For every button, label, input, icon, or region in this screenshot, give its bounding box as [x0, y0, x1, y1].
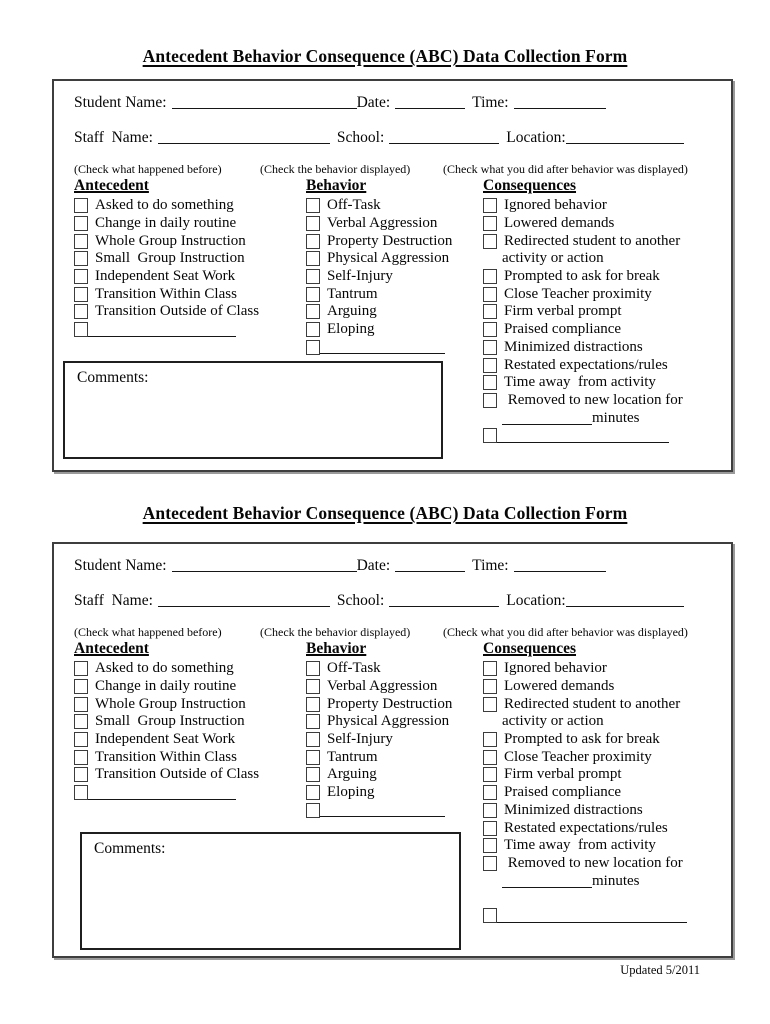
checkbox[interactable]: [483, 679, 497, 694]
checkbox[interactable]: [306, 216, 320, 231]
item-label: Eloping: [327, 784, 375, 801]
abc-form-sheet-2: [52, 542, 733, 958]
antecedent-header: Antecedent: [74, 177, 149, 194]
checkbox-item: [483, 303, 735, 321]
blank-line[interactable]: [88, 786, 236, 800]
student-name-blank[interactable]: [172, 95, 357, 109]
item-label: Property Destruction: [327, 695, 453, 712]
abc-form-sheet-1: [52, 79, 733, 472]
checkbox-item: [483, 819, 735, 837]
behavior-hint: (Check the behavior displayed): [260, 625, 411, 639]
checkbox-item: [74, 660, 269, 678]
checkbox[interactable]: [74, 679, 88, 694]
checkbox-item: [483, 392, 735, 410]
item-label: Physical Aggression: [327, 713, 450, 730]
item-label: Ignored behavior: [504, 660, 607, 677]
checkbox[interactable]: [483, 269, 497, 284]
form-title: Antecedent Behavior Consequence (ABC) Data Collection Form: [142, 503, 628, 523]
checkbox[interactable]: [74, 269, 88, 284]
item-label: Redirected student to another: [504, 695, 681, 712]
minutes-line: [502, 872, 735, 890]
checkbox-item: [306, 678, 445, 696]
checkbox[interactable]: [74, 732, 88, 747]
comments-label: Comments:: [94, 840, 166, 857]
checkbox[interactable]: [306, 269, 320, 284]
school-label: School:: [336, 592, 385, 609]
checkbox[interactable]: [483, 358, 497, 373]
date-blank[interactable]: [395, 558, 465, 572]
item-label: Tantrum: [327, 285, 378, 302]
date-label: Date:: [356, 94, 391, 111]
item-label: Time away from activity: [504, 374, 656, 391]
checkbox-item-other: [483, 427, 735, 445]
item-label: Close Teacher proximity: [504, 748, 652, 765]
checkbox[interactable]: [483, 428, 497, 443]
item-label: Off-Task: [327, 660, 381, 677]
item-continuation: activity or action: [502, 250, 604, 267]
checkbox-item: [483, 660, 735, 678]
minutes-label: minutes: [592, 872, 640, 889]
checkbox-item: [74, 197, 269, 215]
checkbox[interactable]: [483, 750, 497, 765]
staff-row: [74, 591, 731, 611]
item-label: Change in daily routine: [95, 678, 237, 695]
checkbox-item: [306, 321, 445, 339]
item-label: Time away from activity: [504, 837, 656, 854]
behavior-header: Behavior: [306, 640, 367, 657]
consequences-header: Consequences: [483, 640, 577, 657]
checkbox[interactable]: [306, 714, 320, 729]
checkbox[interactable]: [306, 679, 320, 694]
location-label: Location:: [506, 129, 566, 146]
item-label: Verbal Aggression: [327, 215, 438, 232]
item-label: Property Destruction: [327, 232, 453, 249]
checkbox-item: [483, 197, 735, 215]
item-label: Asked to do something: [95, 197, 234, 214]
checkbox-item: [483, 215, 735, 233]
item-label: Lowered demands: [504, 678, 615, 695]
checkbox[interactable]: [483, 732, 497, 747]
checkbox-item: [483, 784, 735, 802]
checkbox[interactable]: [483, 216, 497, 231]
item-label: Asked to do something: [95, 660, 234, 677]
minutes-line: [502, 409, 735, 427]
item-label: Physical Aggression: [327, 250, 450, 267]
updated-date-label: Updated 5/2011: [620, 963, 700, 977]
time-blank[interactable]: [514, 95, 606, 109]
item-label: Transition Outside of Class: [95, 766, 260, 783]
item-label: Transition Outside of Class: [95, 303, 260, 320]
checkbox-item: [306, 197, 445, 215]
checkbox-item: [74, 713, 269, 731]
checkbox-item: [483, 374, 735, 392]
location-label: Location:: [506, 592, 566, 609]
location-blank[interactable]: [566, 130, 684, 144]
behavior-header: Behavior: [306, 177, 367, 194]
checkbox-item: [74, 731, 269, 749]
item-label: Removed to new location for: [504, 854, 683, 871]
checkbox-item: [483, 731, 735, 749]
comments-box[interactable]: [80, 832, 461, 950]
checkbox-item: [483, 802, 735, 820]
checkbox[interactable]: [483, 375, 497, 390]
checkbox[interactable]: [483, 198, 497, 213]
checkbox-item: [74, 748, 269, 766]
checkbox[interactable]: [306, 234, 320, 249]
checkbox-item: [483, 285, 735, 303]
checkbox[interactable]: [483, 340, 497, 355]
checkbox-item: [306, 660, 445, 678]
checkbox-item: [74, 268, 269, 286]
checkbox-item: [306, 731, 445, 749]
item-label: Prompted to ask for break: [504, 268, 660, 285]
item-label: Small Group Instruction: [95, 250, 245, 267]
checkbox-item: [483, 268, 735, 286]
checkbox[interactable]: [74, 697, 88, 712]
item-label: Self-Injury: [327, 731, 393, 748]
checkbox-item: [483, 748, 735, 766]
checkbox-item: [483, 766, 735, 784]
checkbox[interactable]: [74, 322, 88, 337]
item-label: Small Group Instruction: [95, 713, 245, 730]
checkbox[interactable]: [306, 661, 320, 676]
checkbox[interactable]: [483, 661, 497, 676]
item-label: Arguing: [327, 766, 377, 783]
checkbox[interactable]: [74, 661, 88, 676]
minutes-blank[interactable]: [502, 411, 592, 425]
checkbox-item: [306, 285, 445, 303]
checkbox-item: [483, 321, 735, 339]
checkbox[interactable]: [483, 287, 497, 302]
item-label: Independent Seat Work: [95, 731, 236, 748]
blank-line[interactable]: [497, 909, 687, 923]
item-label: Whole Group Instruction: [95, 232, 246, 249]
item-label: Eloping: [327, 321, 375, 338]
checkbox-item: [306, 766, 445, 784]
checkbox-item: [306, 268, 445, 286]
checkbox[interactable]: [306, 322, 320, 337]
comments-box[interactable]: [63, 361, 443, 459]
item-label: Lowered demands: [504, 215, 615, 232]
checkbox[interactable]: [483, 304, 497, 319]
staff-name-blank[interactable]: [158, 593, 330, 607]
checkbox[interactable]: [306, 287, 320, 302]
item-label: Whole Group Instruction: [95, 695, 246, 712]
time-blank[interactable]: [514, 558, 606, 572]
checkbox[interactable]: [306, 340, 320, 355]
checkbox-item: [74, 695, 269, 713]
checkbox-item: [483, 695, 735, 713]
checkbox[interactable]: [483, 821, 497, 836]
student-name-blank[interactable]: [172, 558, 357, 572]
checkbox[interactable]: [483, 803, 497, 818]
item-label: Self-Injury: [327, 268, 393, 285]
checkbox[interactable]: [483, 838, 497, 853]
checkbox[interactable]: [74, 767, 88, 782]
item-label: Transition Within Class: [95, 748, 237, 765]
item-continuation: activity or action: [502, 713, 604, 730]
checkbox[interactable]: [483, 767, 497, 782]
checkbox-item: [74, 303, 269, 321]
checkbox-item: [306, 215, 445, 233]
item-label: Praised compliance: [504, 784, 622, 801]
antecedent-hint: (Check what happened before): [74, 162, 222, 176]
blank-line[interactable]: [88, 323, 236, 337]
checkbox-item: [74, 232, 269, 250]
checkbox[interactable]: [483, 697, 497, 712]
checkbox[interactable]: [306, 198, 320, 213]
school-label: School:: [336, 129, 385, 146]
checkbox-item-other: [306, 339, 445, 357]
time-label: Time:: [472, 557, 509, 574]
antecedent-header: Antecedent: [74, 640, 149, 657]
checkbox-item: [483, 339, 735, 357]
checkbox[interactable]: [483, 785, 497, 800]
comments-label: Comments:: [77, 369, 149, 386]
checkbox[interactable]: [74, 750, 88, 765]
checkbox[interactable]: [306, 767, 320, 782]
checkbox-item: [306, 303, 445, 321]
consequences-hint: (Check what you did after behavior was displayed): [443, 625, 688, 639]
checkbox-item-other: [483, 907, 735, 925]
checkbox[interactable]: [306, 697, 320, 712]
item-label: Praised compliance: [504, 321, 622, 338]
checkbox-item: [306, 250, 450, 268]
checkbox[interactable]: [74, 785, 88, 800]
checkbox-item: [306, 695, 453, 713]
checkbox[interactable]: [74, 251, 88, 266]
checkbox-item: [74, 285, 269, 303]
consequences-column: [443, 162, 735, 445]
checkbox[interactable]: [74, 287, 88, 302]
student-name-label: Student Name:: [74, 94, 167, 111]
student-row: [74, 81, 731, 113]
location-blank[interactable]: [566, 593, 684, 607]
checkbox[interactable]: [306, 304, 320, 319]
item-label: Redirected student to another: [504, 232, 681, 249]
checkbox[interactable]: [74, 304, 88, 319]
antecedent-column: [74, 625, 269, 802]
item-label: Removed to new location for: [504, 391, 683, 408]
form-title: Antecedent Behavior Consequence (ABC) Data Collection Form: [142, 46, 628, 66]
checkbox-item: [74, 678, 269, 696]
checkbox-item-other: [74, 784, 269, 802]
checkbox-item: [483, 855, 735, 873]
checkbox-item-other: [306, 802, 445, 820]
checkbox[interactable]: [483, 393, 497, 408]
checkbox-item: [74, 250, 269, 268]
school-blank[interactable]: [389, 593, 499, 607]
time-label: Time:: [472, 94, 509, 111]
consequences-column: [443, 625, 735, 925]
checkbox[interactable]: [74, 234, 88, 249]
minutes-blank[interactable]: [502, 874, 592, 888]
checkbox-item: [74, 766, 269, 784]
behavior-column: [260, 162, 453, 356]
consequences-hint: (Check what you did after behavior was displayed): [443, 162, 688, 176]
consequences-header: Consequences: [483, 177, 577, 194]
checkbox[interactable]: [483, 908, 497, 923]
antecedent-column: [74, 162, 269, 339]
checkbox[interactable]: [306, 732, 320, 747]
item-label: Verbal Aggression: [327, 678, 438, 695]
checkbox-item: [483, 837, 735, 855]
behavior-column: [260, 625, 453, 819]
checkbox[interactable]: [74, 198, 88, 213]
item-label: Change in daily routine: [95, 215, 237, 232]
date-label: Date:: [356, 557, 391, 574]
checkbox-item: [306, 713, 450, 731]
item-label: Transition Within Class: [95, 285, 237, 302]
checkbox-item: [483, 232, 735, 250]
blank-line[interactable]: [497, 429, 669, 443]
checkbox[interactable]: [483, 234, 497, 249]
item-label: Prompted to ask for break: [504, 731, 660, 748]
staff-row: [74, 128, 731, 148]
checkbox[interactable]: [306, 803, 320, 818]
item-label: Close Teacher proximity: [504, 285, 652, 302]
school-blank[interactable]: [389, 130, 499, 144]
student-name-label: Student Name:: [74, 557, 167, 574]
item-label: Firm verbal prompt: [504, 303, 622, 320]
blank-line[interactable]: [320, 803, 445, 817]
item-label: Restated expectations/rules: [504, 819, 668, 836]
checkbox[interactable]: [74, 714, 88, 729]
checkbox-item: [74, 215, 269, 233]
checkbox-item: [483, 678, 735, 696]
item-label: Independent Seat Work: [95, 268, 236, 285]
staff-name-blank[interactable]: [158, 130, 330, 144]
checkbox-item: [306, 232, 453, 250]
checkbox[interactable]: [306, 251, 320, 266]
checkbox[interactable]: [483, 322, 497, 337]
item-label: Minimized distractions: [504, 801, 643, 818]
checkbox[interactable]: [306, 785, 320, 800]
item-label: Minimized distractions: [504, 338, 643, 355]
item-label: Ignored behavior: [504, 197, 607, 214]
item-label: Arguing: [327, 303, 377, 320]
minutes-label: minutes: [592, 409, 640, 426]
behavior-hint: (Check the behavior displayed): [260, 162, 411, 176]
checkbox[interactable]: [74, 216, 88, 231]
staff-name-label: Staff Name:: [74, 129, 153, 146]
student-row: [74, 544, 731, 576]
item-label: Firm verbal prompt: [504, 766, 622, 783]
item-label: Restated expectations/rules: [504, 356, 668, 373]
blank-line[interactable]: [320, 340, 445, 354]
antecedent-hint: (Check what happened before): [74, 625, 222, 639]
date-blank[interactable]: [395, 95, 465, 109]
checkbox-item: [306, 784, 445, 802]
item-label: Tantrum: [327, 748, 378, 765]
checkbox-item-other: [74, 321, 269, 339]
checkbox-item: [306, 748, 445, 766]
item-label: Off-Task: [327, 197, 381, 214]
checkbox-item: [483, 356, 735, 374]
staff-name-label: Staff Name:: [74, 592, 153, 609]
checkbox[interactable]: [306, 750, 320, 765]
checkbox[interactable]: [483, 856, 497, 871]
